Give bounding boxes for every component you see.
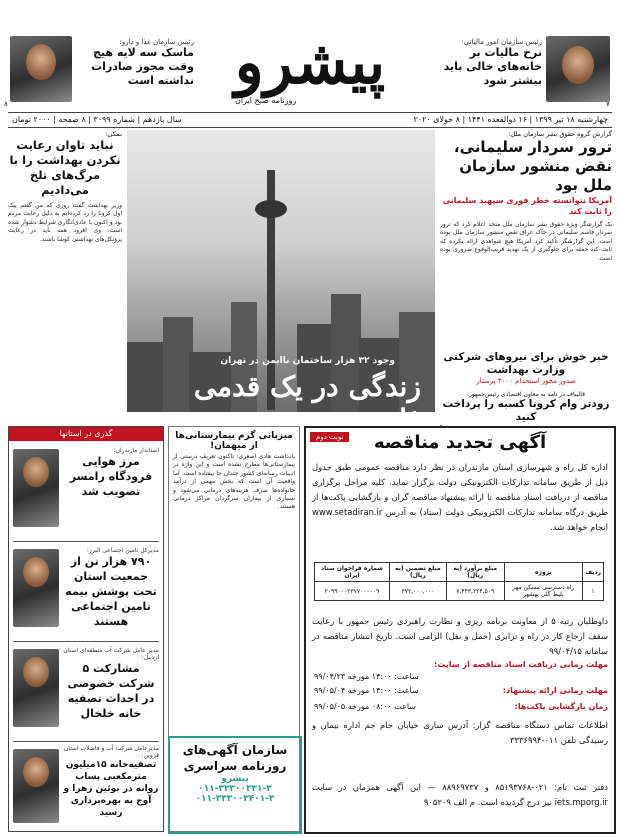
lead-kicker: وجود ۳۲ هزار ساختمان ناایمن در تهران <box>220 356 395 366</box>
tender-deadline-2: ساعت: ۱۴:۰۰ مورخه ۹۹/۰۵/۰۴ <box>314 686 419 695</box>
teaser-left-headline: ماسک سه لایه هیچ وقت مجوز صادرات نداشته است <box>91 46 194 87</box>
th-row: ردیف <box>583 563 604 582</box>
right-body: یک گزارشگر ویژه حقوق بشر سازمان ملل متحد اعلام کرد که ترور سردار قاسم سلیمانی در خاک عراق نقض منشور سازمان ملل بوده است. این گزارشگر تأکید کرد آمریکا هیچ شواهدی ارائه نکرده که ثابت کند حمله برای جلوگیری از یک تهدید قریب‌الوقوع ضروری بوده است. <box>440 221 612 262</box>
mid-body: یادداشت هادی اصغری: تاکنون تعریف درستی از بیمارستانی‌ها مطرح نشده است و این واژه در ادبیات رسانه‌ای کشور چندان جا نیفتاده است. اما واقعیت آن است که بخش مهمی از درآمد خانواده‌ها صرف هزینه‌های درمانی می‌شود و بسیاری از بیماران سرگردان مراکز درمانی هستند. <box>173 453 295 511</box>
th-guarantee: مبلغ تضمین (به ریال) <box>390 563 447 582</box>
tender-deadline-label: مهلت زمانی دریافت اسناد مناقصه از سایت: <box>434 660 608 669</box>
sidebar-photo <box>13 549 59 627</box>
lead-photo[interactable] <box>127 130 435 436</box>
sidebar-heading: گذری در استانها <box>9 427 163 441</box>
th-project: پروژه <box>504 563 582 582</box>
left-headline[interactable]: نباید تاوان رعایت نکردن بهداشت را با مرگ‌های تلخ می‌دادیم <box>9 138 121 197</box>
list-item[interactable] <box>9 443 163 539</box>
teaser-left-page: ۸ <box>4 100 8 108</box>
right-page-ref: صفحه ۲ <box>440 424 457 430</box>
teaser-right-photo <box>546 36 610 102</box>
right-deck: آمریکا نتوانسته خطر فوری سپهبد سلیمانی را ثابت کند <box>442 196 612 216</box>
sidebar-item-kicker: استاندار مازندران: <box>113 447 159 454</box>
ads-box[interactable] <box>168 736 302 834</box>
dateline-issue: سال یازدهم | شماره ۳۰۹۹ | ۸ صفحه | ۲۰۰۰ تومان <box>12 115 182 124</box>
teaser-right-kicker: رئیس سازمان امور مالیاتی: <box>461 38 542 46</box>
teaser-right-page: ۷ <box>606 100 610 108</box>
teaser-left-kicker: رئیس سازمان غذا و دارو: <box>119 38 194 46</box>
cell-setad-number: ۲۰۹۹۰۰۰۲۳۷۷۰۰۰۰۰۹ <box>315 582 390 601</box>
sidebar-item-headline: مرز هوایی فرودگاه رامسر تصویب شد <box>69 455 153 498</box>
masthead <box>195 28 425 108</box>
teaser-right[interactable] <box>430 38 542 88</box>
dateline-date: چهارشنبه ۱۸ تیر ۱۳۹۹ | ۱۶ ذوالقعده ۱۴۴۱ | ۸ جولای ۲۰۲۰ <box>413 115 608 124</box>
cell-row: ۱ <box>583 582 604 601</box>
left-column <box>8 130 122 418</box>
list-item[interactable] <box>9 543 163 639</box>
ads-phone-2: ۰۱۱-۳۳۳۰۰۳۴۰۱-۳ <box>195 794 275 804</box>
cell-estimate: ۷,۴۴۳,۲۲۴,۵۰۹ <box>446 582 504 601</box>
ads-brand: پیشرو <box>221 774 249 784</box>
teaser-right-headline: نرخ مالیات بر خانه‌های خالی باید بیشتر شود <box>443 46 542 87</box>
right-sub1-deck: صدور مجوز استخدام ۳۰۰۰ پرستار <box>476 377 576 385</box>
tender-deadline-1: ساعت: ۱۴:۰۰ مورخه ۹۹/۰۴/۲۳ <box>314 672 419 681</box>
sidebar-item-kicker: مدیرعامل شرکت آب و فاضلاب استان قزوین: <box>63 745 159 759</box>
th-setad-number: شماره فراخوان ستاد ایران <box>315 563 390 582</box>
teaser-left[interactable] <box>76 38 194 88</box>
cell-guarantee: ۳۷۲,۰۰۰,۰۰۰ <box>390 582 447 601</box>
sidebar-item-headline: تصفیه‌خانه ۱۵میلیون مترمکعبی پساب روانه در بوئین زهرا و آوج به بهره‌برداری رسید <box>63 760 159 818</box>
tender-deadline-2-label: مهلت زمانی ارائه پیشنهاد: <box>502 686 608 695</box>
sidebar-item-kicker: مدیرکل تامین اجتماعی البرز: <box>86 547 159 554</box>
sidebar-item-kicker: مدیر عامل شرکت آب منطقه‌ای استان اردبیل: <box>63 647 159 661</box>
teaser-left-photo <box>10 36 72 102</box>
sidebar-photo <box>13 649 59 727</box>
tender-body: داوطلبان رتبه ۵ از معاونت برنامه ریزی و نظارت راهبردی رئیس جمهور با رعایت سقف ارجاع کار در راه و ترابری (حمل و نقل) الزامی است. تاریخ انتشار مناقصه در سامانه ۹۹/۰۴/۱۵ <box>312 616 608 656</box>
newspaper-logo: پیشرو <box>234 28 386 98</box>
tender-ad <box>304 426 616 834</box>
list-item[interactable] <box>9 643 163 739</box>
right-headline[interactable]: ترور سردار سلیمانی، نقض منشور سازمان ملل بود <box>453 138 612 194</box>
tender-title: آگهی تجدید مناقصه <box>373 432 547 453</box>
lead-headline: زندگی در یک قدمی فاجعه <box>193 370 421 436</box>
ads-title: سازمان آگهی‌های روزنامه سراسری <box>182 743 288 773</box>
tender-contact: اطلاعات تماس دستگاه مناقصه گزار: آدرس ساری خیابان جام جم اداره بیمان و رسیدگی تلفن ۰۱۱-۳۳۳۶۹۹۴ <box>312 720 608 745</box>
tender-intro: اداره کل راه و شهرسازی استان مازندران در نظر دارد مناقصه عمومی طبق جدول ذیل از طریق سامانه تدارکات الکترونیکی دولت برگزار نماید. کلیه مراحل برگزاری مناقصه از دریافت اسناد مناقصه تا ارائه پیشنهاد مناقصه گران و بازگشایی پاکت‌ها از طریق درگاه سامانه تدارکات الکترونیکی دولت (ستاد) به آدرس www.setadiran.ir انجام خواهد شد. <box>312 462 608 532</box>
dateline <box>8 112 612 128</box>
ads-phone-1: ۰۱۱-۳۳۳۰۰۳۳۱-۳ <box>198 784 272 794</box>
mid-title[interactable]: میزبانی گرم بیمارستانی‌ها از میهمان! <box>175 431 293 451</box>
provinces-sidebar <box>8 426 164 832</box>
list-item[interactable] <box>9 743 163 829</box>
tender-table-header <box>315 563 604 582</box>
tender-deadline-3-label: زمان بازگشایی پاکت‌ها: <box>514 702 608 711</box>
sidebar-item-headline: ۷۹۰ هزار تن از جمعیت استان تحت پوشش بیمه تامین اجتماعی هستند <box>65 555 157 628</box>
table-row <box>315 582 604 601</box>
left-body: وزیر بهداشت گفت روزی که من گفتم پیک اول کرونا را رد کرده‌ایم به دلیل رعایت مردم بود و اکنون با عادی‌انگاری شرایط دشوار شده است. وی افزود همه باید در رعایت پروتکل‌های بهداشتی کوشا باشند. <box>8 202 122 243</box>
right-sub1-headline[interactable]: خبر خوش برای نیروهای شرکتی وزارت بهداشت <box>443 351 609 376</box>
th-estimate: مبلغ برآورد (به ریال) <box>446 563 504 582</box>
left-kicker: نمکی: <box>105 130 122 138</box>
masthead-subtitle: روزنامه صبح ایران <box>235 96 297 105</box>
right-kicker: گزارش گروه حقوق بشر سازمان ملل: <box>508 130 612 138</box>
sidebar-photo <box>13 749 59 823</box>
sidebar-photo <box>13 449 59 527</box>
right-column <box>440 130 612 430</box>
tender-deadline-3: ساعت ۰۸:۰۰ مورخه ۹۹/۰۵/۰۵ <box>314 702 416 711</box>
right-sub2-kicker: قالیباف در نامه به معاون اقتصادی رئیس‌جمهور: <box>467 391 585 398</box>
sidebar-item-headline: مشارکت ۵ شرکت خصوصی در احداث تصفیه خانه خلخال <box>67 662 155 720</box>
tender-table <box>314 562 604 601</box>
tender-badge: نوبت دوم <box>310 432 349 442</box>
cell-project: راه دسترسی مسکن مهر بلیط گلی بهشهر <box>504 582 582 601</box>
tender-footer: دفتر ثبت نام: ۰۲۱-۸۵۱۹۳۷۶۸ و ۸۸۹۶۹۷۳۷ — این آگهی همزمان در سایت iets.mporg.ir نیز درج گردیده است. م الف ۹۰۵۲۰۹ <box>312 782 608 807</box>
right-sub2-headline[interactable]: زودتر وام کرونا کسبه را پرداخت کنید <box>442 398 610 423</box>
